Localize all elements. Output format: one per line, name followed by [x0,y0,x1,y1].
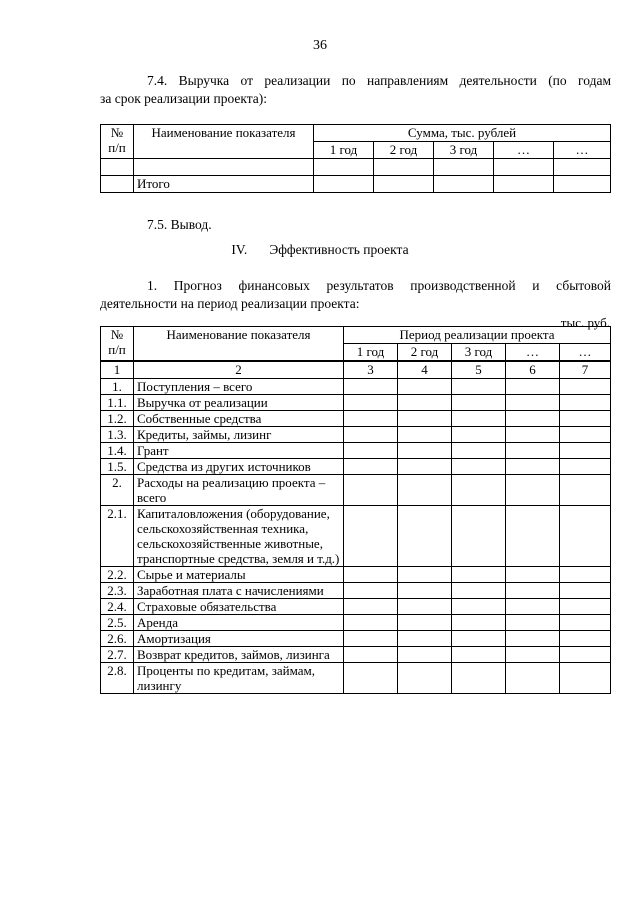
value-cell [344,427,398,443]
forecast-line2: деятельности на период реализации проекта: [100,296,360,311]
row-name: Расходы на реализацию проекта – всего [134,475,344,506]
table-row [101,427,611,443]
value-cell [452,459,506,475]
value-cell [560,663,611,694]
value-cell [452,663,506,694]
page-number: 36 [313,38,327,53]
table-row [101,647,611,663]
table1-year-3: 3 год [434,142,494,159]
value-cell [344,567,398,583]
table-row [101,459,611,475]
revenue-table [100,124,611,193]
value-cell [344,459,398,475]
value-cell [560,631,611,647]
value-cell [398,599,452,615]
value-cell [506,583,560,599]
table2-colnum-3: 3 [344,361,398,379]
value-cell [398,379,452,395]
table2-colnum-5: 5 [452,361,506,379]
value-cell [506,395,560,411]
value-cell [452,443,506,459]
table-row [101,379,611,395]
table-row [101,631,611,647]
section-7-4-paragraph [100,72,611,108]
table1-no-header: № п/п [101,125,134,159]
table1-year-1: 1 год [314,142,374,159]
row-number: 2.7. [101,647,134,663]
value-cell [344,631,398,647]
value-cell [344,615,398,631]
table2-year-5: … [560,344,611,362]
table1-empty-row [101,159,611,176]
value-cell [560,599,611,615]
table1-total-label: Итого [134,176,314,193]
value-cell [506,615,560,631]
value-cell [344,475,398,506]
value-cell [452,475,506,506]
row-number: 1.2. [101,411,134,427]
value-cell [398,506,452,567]
value-cell [560,379,611,395]
row-name: Проценты по кредитам, займам, лизингу [134,663,344,694]
value-cell [506,599,560,615]
value-cell [452,647,506,663]
value-cell [398,475,452,506]
row-name: Аренда [134,615,344,631]
table2-colnum-6: 6 [506,361,560,379]
row-name: Поступления – всего [134,379,344,395]
value-cell [506,663,560,694]
value-cell [398,411,452,427]
row-number: 2.8. [101,663,134,694]
row-number: 2.1. [101,506,134,567]
row-name: Выручка от реализации [134,395,344,411]
table2-year-3: 3 год [452,344,506,362]
value-cell [398,615,452,631]
table2-year-1: 1 год [344,344,398,362]
table2-colnum-1: 1 [101,361,134,379]
row-name: Возврат кредитов, займов, лизинга [134,647,344,663]
row-number: 2.6. [101,631,134,647]
row-name: Заработная плата с начислениями [134,583,344,599]
table-row [101,395,611,411]
value-cell [506,411,560,427]
section-7-5: 7.5. Вывод. [147,217,212,232]
value-cell [398,443,452,459]
table2-body [101,379,611,694]
value-cell [560,475,611,506]
value-cell [506,567,560,583]
row-name: Собственные средства [134,411,344,427]
value-cell [344,411,398,427]
forecast-table [100,326,611,694]
section-iv-title: Эффективность проекта [269,242,409,257]
table1-sum-header: Сумма, тыс. рублей [314,125,611,142]
table2-no-header: № п/п [101,327,134,362]
table-row [101,411,611,427]
table1-year-5: … [554,142,611,159]
row-number: 2.3. [101,583,134,599]
value-cell [560,647,611,663]
value-cell [398,567,452,583]
value-cell [344,663,398,694]
section-iv-heading [0,242,640,258]
row-number: 1.5. [101,459,134,475]
value-cell [506,459,560,475]
value-cell [506,475,560,506]
value-cell [452,411,506,427]
value-cell [398,395,452,411]
table1-name-header: Наименование показателя [134,125,314,159]
value-cell [506,379,560,395]
value-cell [560,395,611,411]
value-cell [560,411,611,427]
row-number: 1.1. [101,395,134,411]
row-name: Грант [134,443,344,459]
table-row [101,615,611,631]
forecast-line1: 1. Прогноз финансовых результатов производственной и сбытовой [147,278,611,293]
row-number: 1.4. [101,443,134,459]
row-number: 2.5. [101,615,134,631]
value-cell [452,427,506,443]
value-cell [506,506,560,567]
value-cell [560,427,611,443]
value-cell [344,599,398,615]
value-cell [452,631,506,647]
value-cell [344,443,398,459]
value-cell [560,459,611,475]
value-cell [452,599,506,615]
table-row [101,475,611,506]
table-row [101,663,611,694]
table1-year-4: … [494,142,554,159]
value-cell [398,583,452,599]
row-name: Кредиты, займы, лизинг [134,427,344,443]
value-cell [452,567,506,583]
value-cell [560,615,611,631]
value-cell [344,506,398,567]
table1-year-2: 2 год [374,142,434,159]
value-cell [560,443,611,459]
value-cell [398,427,452,443]
row-number: 1.3. [101,427,134,443]
value-cell [344,583,398,599]
value-cell [398,459,452,475]
value-cell [398,663,452,694]
table2-year-4: … [506,344,560,362]
value-cell [560,506,611,567]
value-cell [506,647,560,663]
table-row [101,443,611,459]
value-cell [398,631,452,647]
table-row [101,506,611,567]
value-cell [452,379,506,395]
forecast-paragraph [100,277,611,313]
value-cell [506,631,560,647]
row-name: Страховые обязательства [134,599,344,615]
value-cell [452,615,506,631]
value-cell [344,647,398,663]
table2-name-header: Наименование показателя [134,327,344,362]
value-cell [452,583,506,599]
row-number: 1. [101,379,134,395]
value-cell [344,395,398,411]
row-name: Капиталовложения (оборудование, сельскохозяйственная техника, сельскохозяйственные животные, транспортные средства, земля и т.д.) [134,506,344,567]
row-name: Амортизация [134,631,344,647]
value-cell [452,395,506,411]
value-cell [344,379,398,395]
table-row [101,599,611,615]
section-7-4-line2: за срок реализации проекта): [100,91,268,106]
section-7-4-line1: 7.4. Выручка от реализации по направлениям деятельности (по годам [147,73,611,88]
value-cell [506,427,560,443]
value-cell [452,506,506,567]
section-iv-number: IV. [231,242,248,257]
table2-colnum-2: 2 [134,361,344,379]
table2-year-2: 2 год [398,344,452,362]
row-number: 2. [101,475,134,506]
table-row [101,567,611,583]
table2-period-header: Период реализации проекта [344,327,611,344]
row-name: Сырье и материалы [134,567,344,583]
table2-colnum-7: 7 [560,361,611,379]
row-number: 2.4. [101,599,134,615]
table-row [101,583,611,599]
table2-colnum-4: 4 [398,361,452,379]
value-cell [506,443,560,459]
row-name: Средства из других источников [134,459,344,475]
table2-column-numbers-row [101,361,611,379]
value-cell [560,583,611,599]
table1-total-row [101,176,611,193]
unit-label: тыс. руб. [560,315,610,330]
value-cell [398,647,452,663]
value-cell [560,567,611,583]
row-number: 2.2. [101,567,134,583]
